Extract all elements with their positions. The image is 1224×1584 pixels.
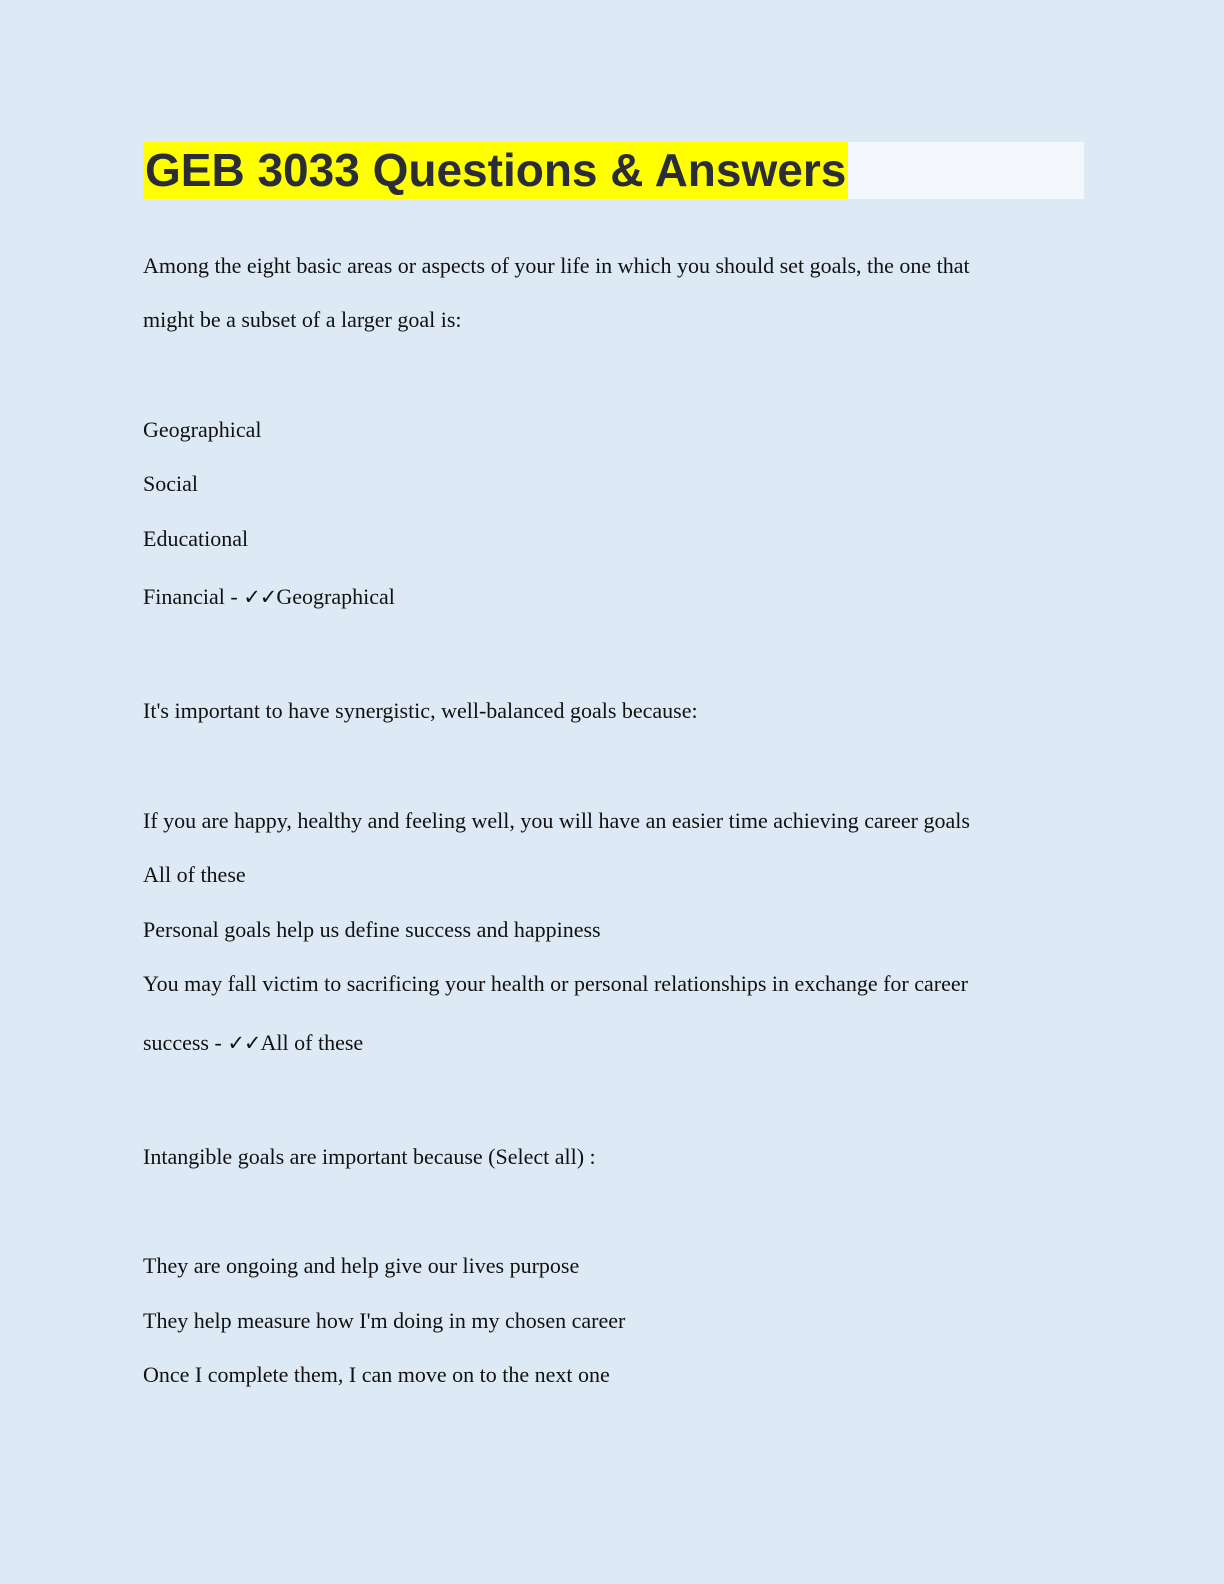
question-2-answer: All of these (260, 1030, 364, 1055)
question-1-prompt-line-1: Among the eight basic areas or aspects of your life in which you should set goals, the one that (143, 253, 970, 278)
question-3-option-1: They are ongoing and help give our lives purpose (143, 1253, 580, 1278)
question-3-option-2: They help measure how I'm doing in my chosen career (143, 1308, 626, 1333)
question-1-answer-line (143, 583, 395, 611)
question-2-option-4: You may fall victim to sacrificing your health or personal relationships in exchange for career (143, 971, 968, 996)
question-1-option-1: Geographical (143, 417, 262, 442)
question-1-prompt-line-2: might be a subset of a larger goal is: (143, 307, 462, 332)
question-2-option-2: All of these (143, 862, 246, 887)
check-mark-icon: ✓✓ (243, 585, 277, 609)
question-2-option-1: If you are happy, healthy and feeling well, you will have an easier time achieving career goals (143, 808, 970, 833)
question-3-option-3: Once I complete them, I can move on to the next one (143, 1362, 610, 1387)
check-mark-icon: ✓✓ (227, 1031, 261, 1055)
question-1-option-4: Financial - (143, 584, 244, 609)
question-2-option-3: Personal goals help us define success and happiness (143, 917, 601, 942)
question-1-option-2: Social (143, 471, 198, 496)
question-2-prompt: It's important to have synergistic, well-balanced goals because: (143, 698, 698, 723)
question-2-option-4-continued: success - (143, 1030, 228, 1055)
question-2-answer-line (143, 1029, 363, 1057)
document-title: GEB 3033 Questions & Answers (143, 142, 848, 199)
question-3-prompt: Intangible goals are important because (Select all) : (143, 1144, 596, 1169)
question-1-option-3: Educational (143, 526, 249, 551)
question-1-answer: Geographical (276, 584, 395, 609)
